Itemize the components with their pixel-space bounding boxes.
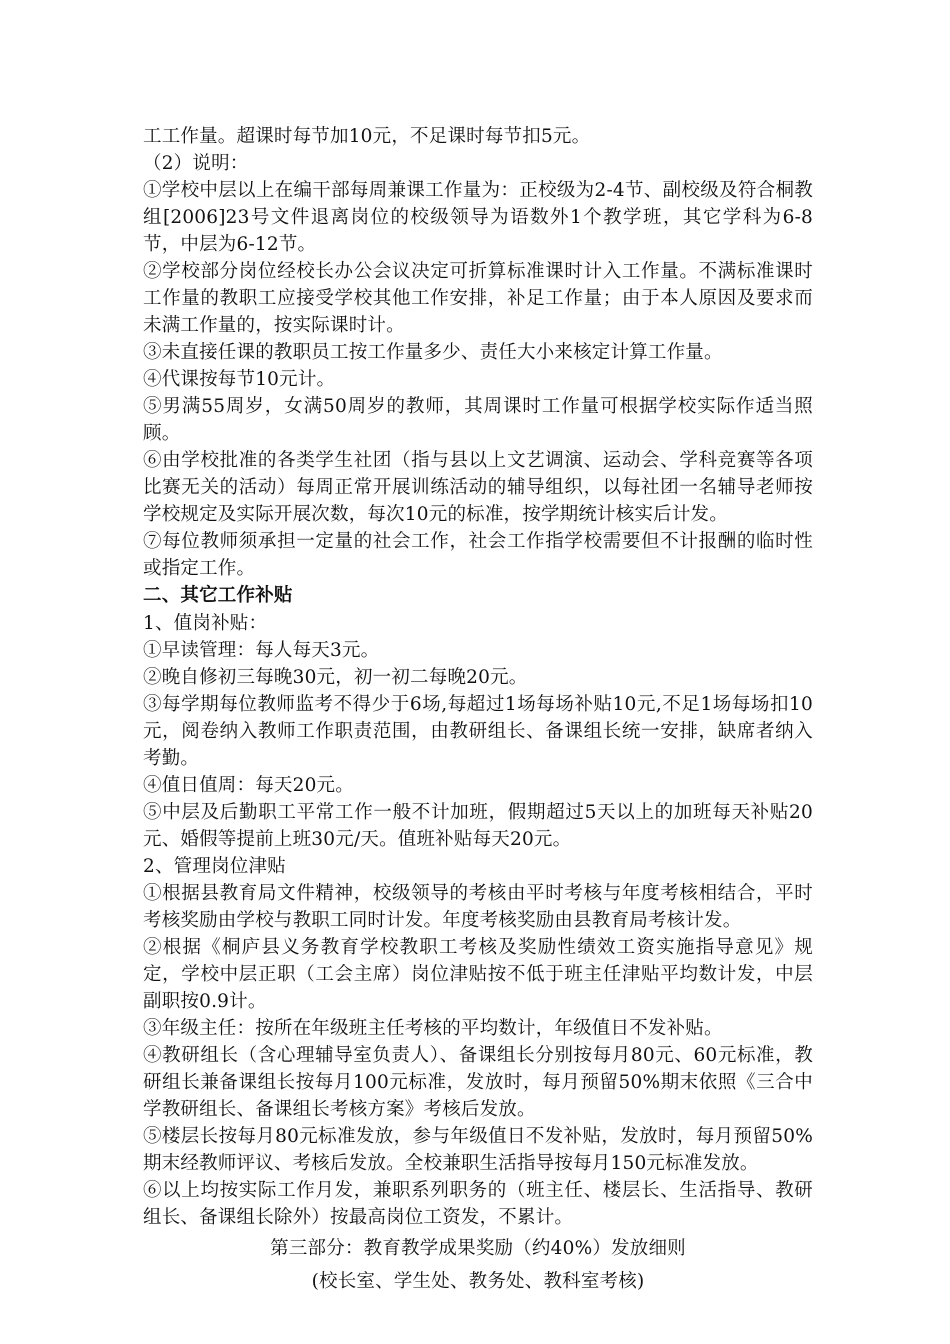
part-title: 第三部分：教育教学成果奖励（约40%）发放细则 [270, 1238, 686, 1259]
paragraph: ⑤中层及后勤职工平常工作一般不计加班，假期超过5天以上的加班每天补贴20元、婚假等提前上班30元/天。值班补贴每天20元。 [143, 802, 813, 850]
paragraph: ④教研组长（含心理辅导室负责人）、备课组长分别按每月80元、60元标准，教研组长兼备课组长按每月100元标准，发放时，每月预留50%期末依照《三合中学教研组长、备课组长考核方案》考核后发放。 [143, 1045, 813, 1120]
paragraph: ②晚自修初三每晚30元，初一初二每晚20元。 [143, 667, 528, 688]
paragraph: ④值日值周：每天20元。 [143, 775, 354, 796]
document-page [143, 123, 813, 1295]
paragraph: ③未直接任课的教职员工按工作量多少、责任大小来核定计算工作量。 [143, 342, 723, 363]
paragraph: 2、管理岗位津贴 [143, 856, 286, 877]
paragraph: ③每学期每位教师监考不得少于6场,每超过1场每场补贴10元,不足1场每场扣10元，阅卷纳入教师工作职责范围，由教研组长、备课组长统一安排，缺席者纳入考勤。 [143, 694, 813, 769]
paragraph: （2）说明： [143, 153, 249, 174]
paragraph: 工工作量。超课时每节加10元，不足课时每节扣5元。 [143, 126, 591, 147]
paragraph: ④代课按每节10元计。 [143, 369, 336, 390]
paragraph: ②学校部分岗位经校长办公会议决定可折算标准课时计入工作量。不满标准课时工作量的教职工应接受学校其他工作安排，补足工作量；由于本人原因及要求而未满工作量的，按实际课时计。 [143, 261, 813, 336]
paragraph: ⑦每位教师须承担一定量的社会工作，社会工作指学校需要但不计报酬的临时性或指定工作。 [143, 531, 813, 579]
paragraph: ②根据《桐庐县义务教育学校教职工考核及奖励性绩效工资实施指导意见》规定，学校中层正职（工会主席）岗位津贴按不低于班主任津贴平均数计发，中层副职按0.9计。 [143, 937, 813, 1012]
paragraph: ⑤男满55周岁，女满50周岁的教师，其周课时工作量可根据学校实际作适当照顾。 [143, 396, 813, 444]
paragraph: ⑥由学校批准的各类学生社团（指与县以上文艺调演、运动会、学科竞赛等各项比赛无关的活动）每周正常开展训练活动的辅导组织，以每社团一名辅导老师按学校规定及实际开展次数，每次10元的标准，按学期统计核实后计发。 [143, 450, 813, 525]
paragraph: ⑥以上均按实际工作月发，兼职系列职务的（班主任、楼层长、生活指导、教研组长、备课组长除外）按最高岗位工资发，不累计。 [143, 1180, 813, 1228]
paragraph: ⑤楼层长按每月80元标准发放，参与年级值日不发补贴，发放时，每月预留50%期末经教师评议、考核后发放。全校兼职生活指导按每月150元标准发放。 [143, 1126, 813, 1174]
section-heading: 二、其它工作补贴 [143, 585, 293, 606]
paragraph: ①学校中层以上在编干部每周兼课工作量为：正校级为2-4节、副校级及符合桐教组[2006]23号文件退离岗位的校级领导为语数外1个教学班，其它学科为6-8节，中层为6-12节。 [143, 180, 813, 255]
paragraph: ①早读管理：每人每天3元。 [143, 640, 380, 661]
part-subtitle: (校长室、学生处、教务处、教科室考核) [311, 1271, 645, 1292]
paragraph: ①根据县教育局文件精神，校级领导的考核由平时考核与年度考核相结合，平时考核奖励由学校与教职工同时计发。年度考核奖励由县教育局考核计发。 [143, 883, 813, 931]
paragraph: 1、值岗补贴： [143, 613, 268, 634]
paragraph: ③年级主任：按所在年级班主任考核的平均数计，年级值日不发补贴。 [143, 1018, 723, 1039]
